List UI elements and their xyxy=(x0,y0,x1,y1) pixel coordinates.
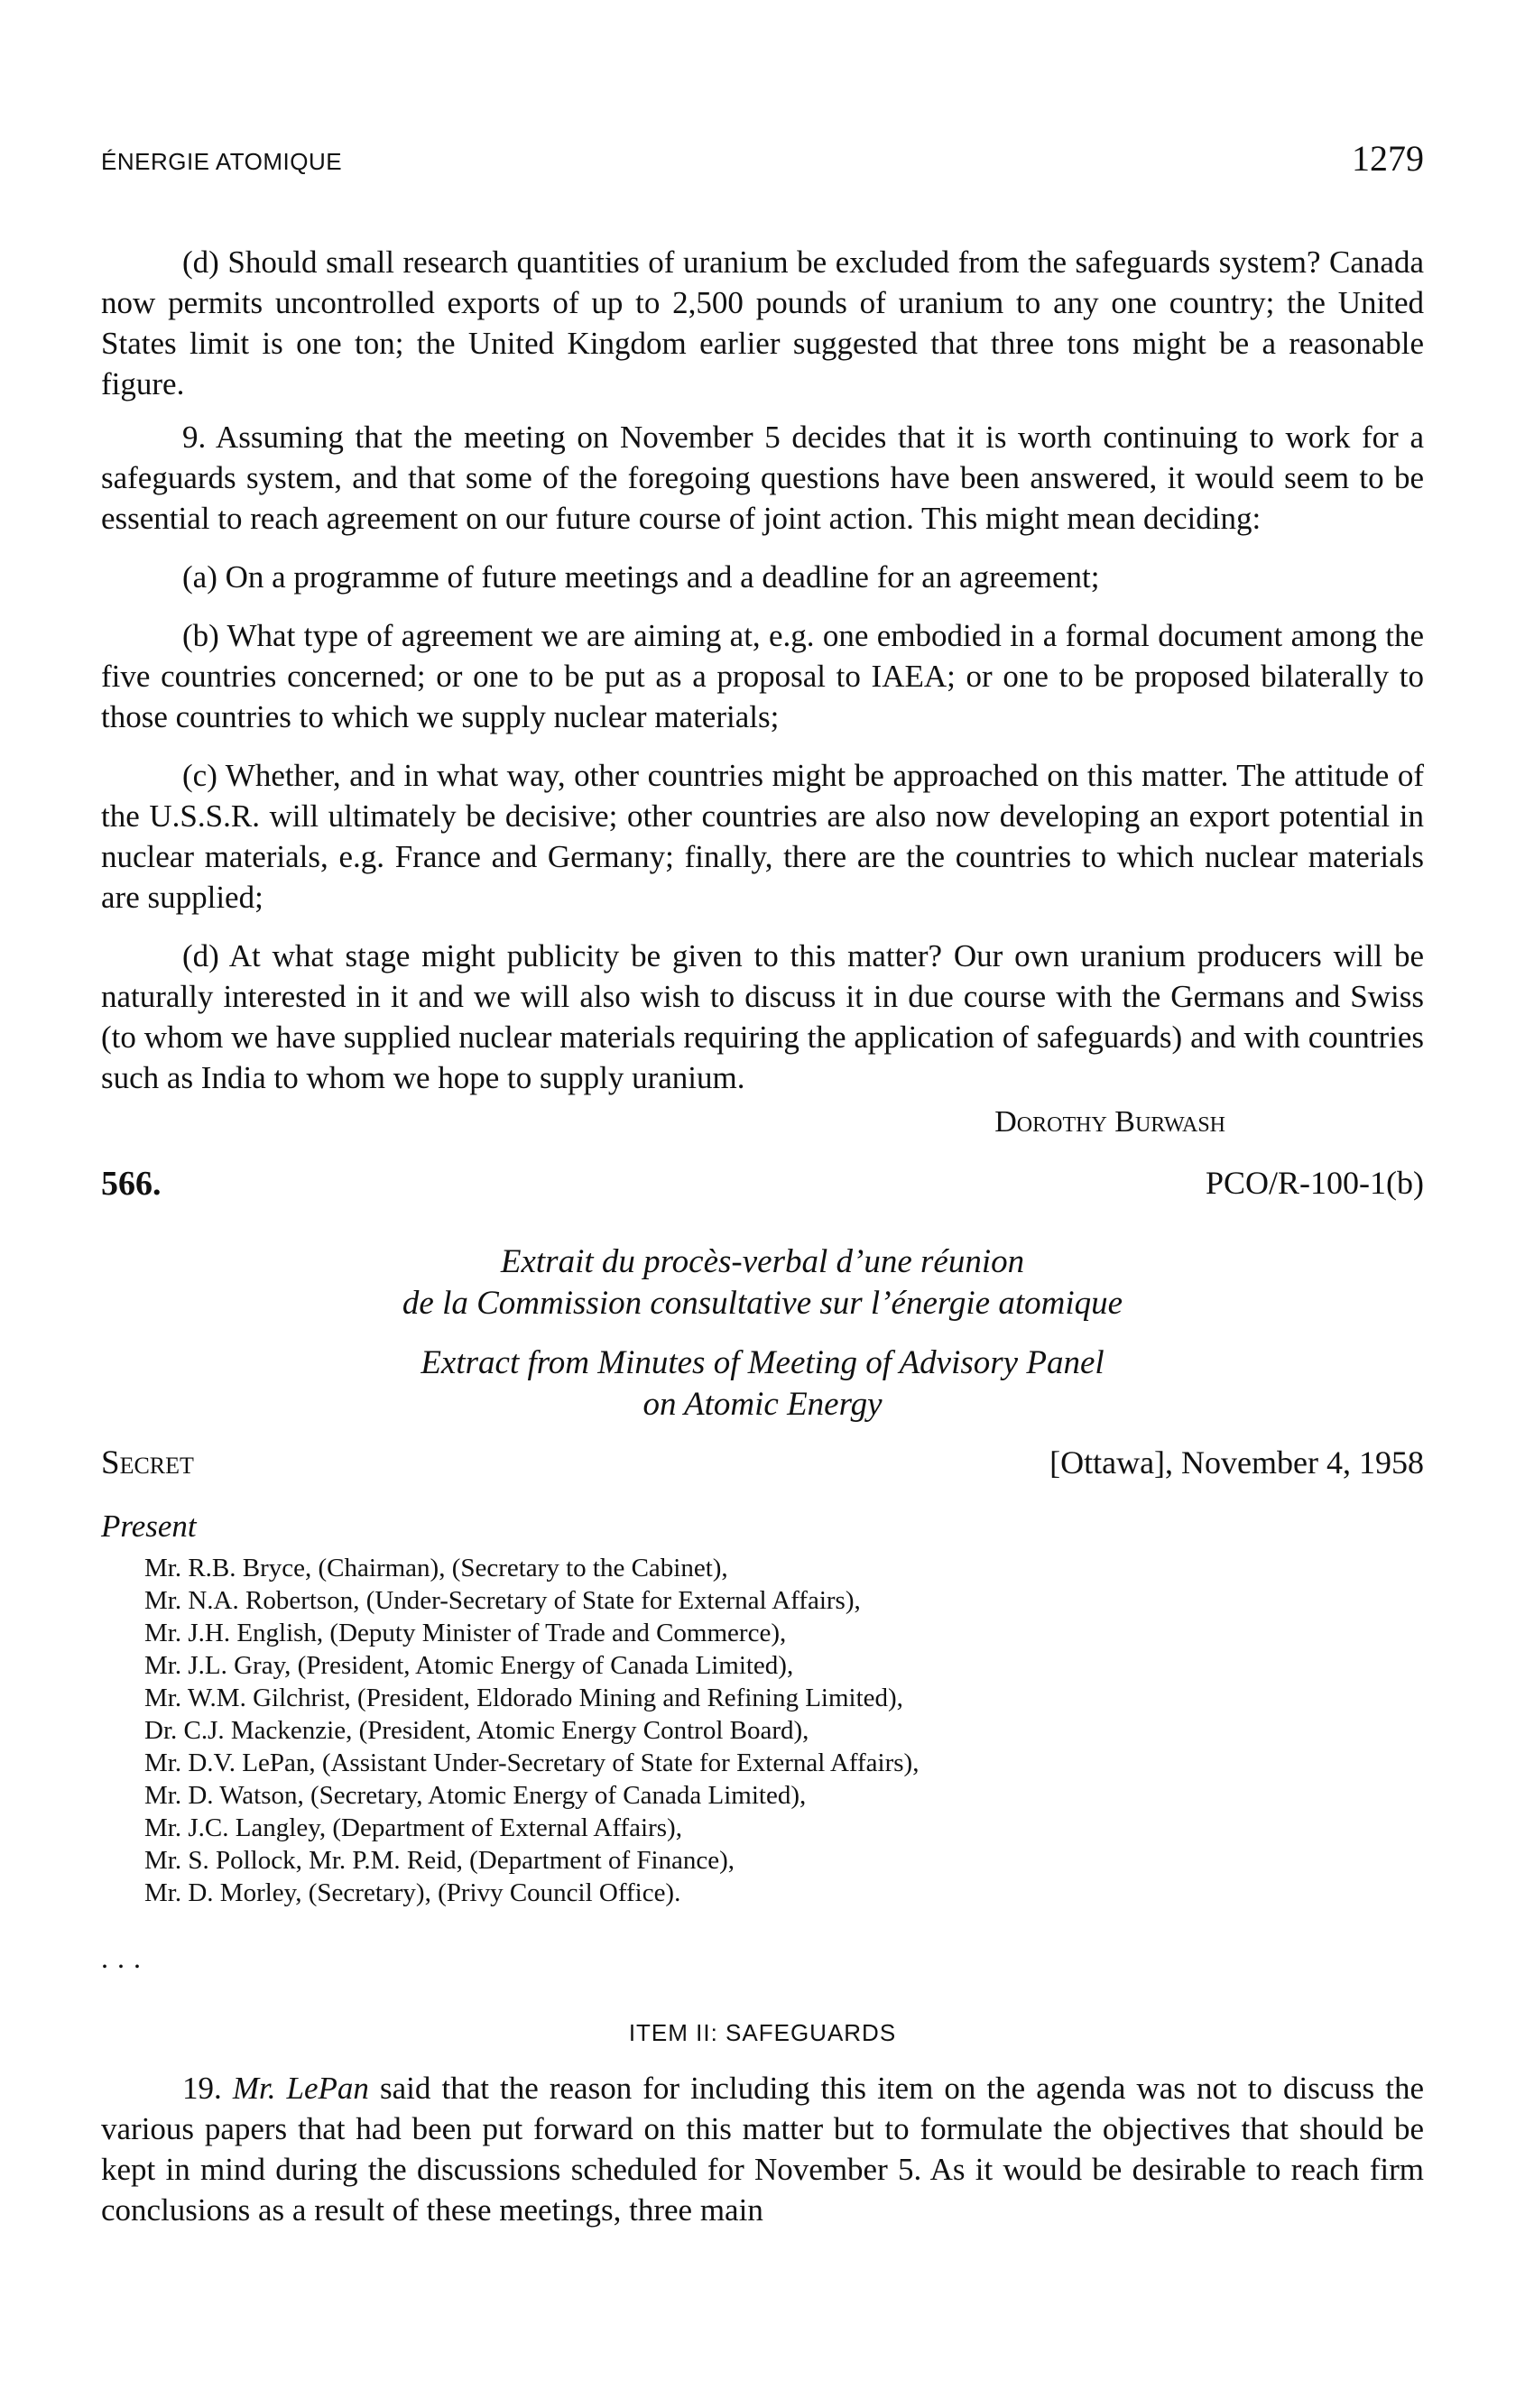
list-item-c: (c) Whether, and in what way, other countries might be approached on this matter. The attitude of the U.S.S.R. will ultimately be decisive; other countries are also now developing an export potential in nuclear materials, e.g. France and Germany; finally, there are the countries to which nuclear materials are supplied; xyxy=(101,758,1424,915)
document-number-line xyxy=(101,1164,1424,1209)
present-heading: Present xyxy=(101,1508,197,1544)
title-english-line-1: Extract from Minutes of Meeting of Advisory Panel xyxy=(421,1344,1104,1381)
list-item-d: (d) At what stage might publicity be given to this matter? Our own uranium producers will be naturally interested in it and we will also wish to discuss it in due course with the Germans and Swiss (to whom we have supplied nuclear materials requiring the application of safeguards) and with countries such as India to whom we hope to supply uranium. xyxy=(101,938,1424,1095)
attendee: Dr. C.J. Mackenzie, (President, Atomic Energy Control Board), xyxy=(144,1716,809,1745)
document-reference: PCO/R-100-1(b) xyxy=(1206,1165,1424,1201)
attendee: Mr. D. Morley, (Secretary), (Privy Council Office). xyxy=(144,1878,681,1907)
attendee: Mr. N.A. Robertson, (Under-Secretary of State for External Affairs), xyxy=(144,1586,861,1615)
attendee: Mr. W.M. Gilchrist, (President, Eldorado Mining and Refining Limited), xyxy=(144,1684,903,1712)
document-number: 566. xyxy=(101,1165,162,1203)
classification-date-line xyxy=(101,1444,1424,1489)
security-classification: Secret xyxy=(101,1444,194,1481)
attendee: Mr. J.H. English, (Deputy Minister of Trade and Commerce), xyxy=(144,1619,787,1647)
page-number: 1279 xyxy=(1352,138,1424,179)
paragraph-d-research-quantities: (d) Should small research quantities of uranium be excluded from the safeguards system? Canada now permits uncontrolled exports of up to 2,500 pounds of uranium to any one country; the United States limit is one ton; the United Kingdom earlier suggested that three tons might be a reasonable figure. xyxy=(101,244,1424,401)
paragraph-9: 9. Assuming that the meeting on November 5 decides that it is worth continuing to work for a safeguards system, and that some of the foregoing questions have been answered, it would seem to be essential to reach agreement on our future course of joint action. This might mean deciding: xyxy=(101,420,1424,536)
list-item-a: (a) On a programme of future meetings and a deadline for an agreement; xyxy=(182,559,1100,595)
memo-continuation xyxy=(101,242,1424,1142)
omission-ellipsis: ... xyxy=(101,1942,150,1974)
attendee: Mr. S. Pollock, Mr. P.M. Reid, (Department of Finance), xyxy=(144,1846,735,1875)
attendee: Mr. D.V. LePan, (Assistant Under-Secretary of State for External Affairs), xyxy=(144,1748,920,1777)
paragraph-19-text: said that the reason for including this item on the agenda was not to discuss the various papers that had been put forward on this matter but to formulate the objectives that should be kept in mind during the discussions scheduled for November 5. As it would be desirable to reach firm conclusions as a result of these meetings, three main xyxy=(101,2071,1425,2228)
title-french-line-1: Extrait du procès-verbal d’une réunion xyxy=(500,1243,1025,1280)
paragraph-19-speaker: Mr. LePan xyxy=(232,2071,369,2106)
running-header xyxy=(101,137,1424,182)
paragraph-19 xyxy=(101,2068,1424,2230)
document-title-french xyxy=(101,1241,1424,1324)
attendee-list xyxy=(144,1552,919,1909)
title-english-line-2: on Atomic Energy xyxy=(642,1386,883,1423)
document-title-english xyxy=(101,1342,1424,1425)
attendee: Mr. D. Watson, (Secretary, Atomic Energy of Canada Limited), xyxy=(144,1781,807,1810)
signature: Dorothy Burwash xyxy=(994,1105,1225,1139)
paragraph-19-block xyxy=(101,2068,1424,2230)
paragraph-19-number: 19. xyxy=(182,2071,222,2106)
item-heading: ITEM II: SAFEGUARDS xyxy=(628,2019,897,2046)
title-french-line-2: de la Commission consultative sur l’énergie atomique xyxy=(402,1285,1123,1322)
place-and-date: [Ottawa], November 4, 1958 xyxy=(1049,1444,1424,1481)
running-title: ÉNERGIE ATOMIQUE xyxy=(101,148,343,175)
attendee: Mr. J.L. Gray, (President, Atomic Energy of Canada Limited), xyxy=(144,1651,794,1680)
attendee: Mr. R.B. Bryce, (Chairman), (Secretary to the Cabinet), xyxy=(144,1554,728,1582)
list-item-b: (b) What type of agreement we are aiming at, e.g. one embodied in a formal document among the five countries concerned; or one to be put as a proposal to IAEA; or one to be proposed bilaterally to those countries to which we supply nuclear materials; xyxy=(101,618,1424,734)
attendee: Mr. J.C. Langley, (Department of External Affairs), xyxy=(144,1813,682,1842)
